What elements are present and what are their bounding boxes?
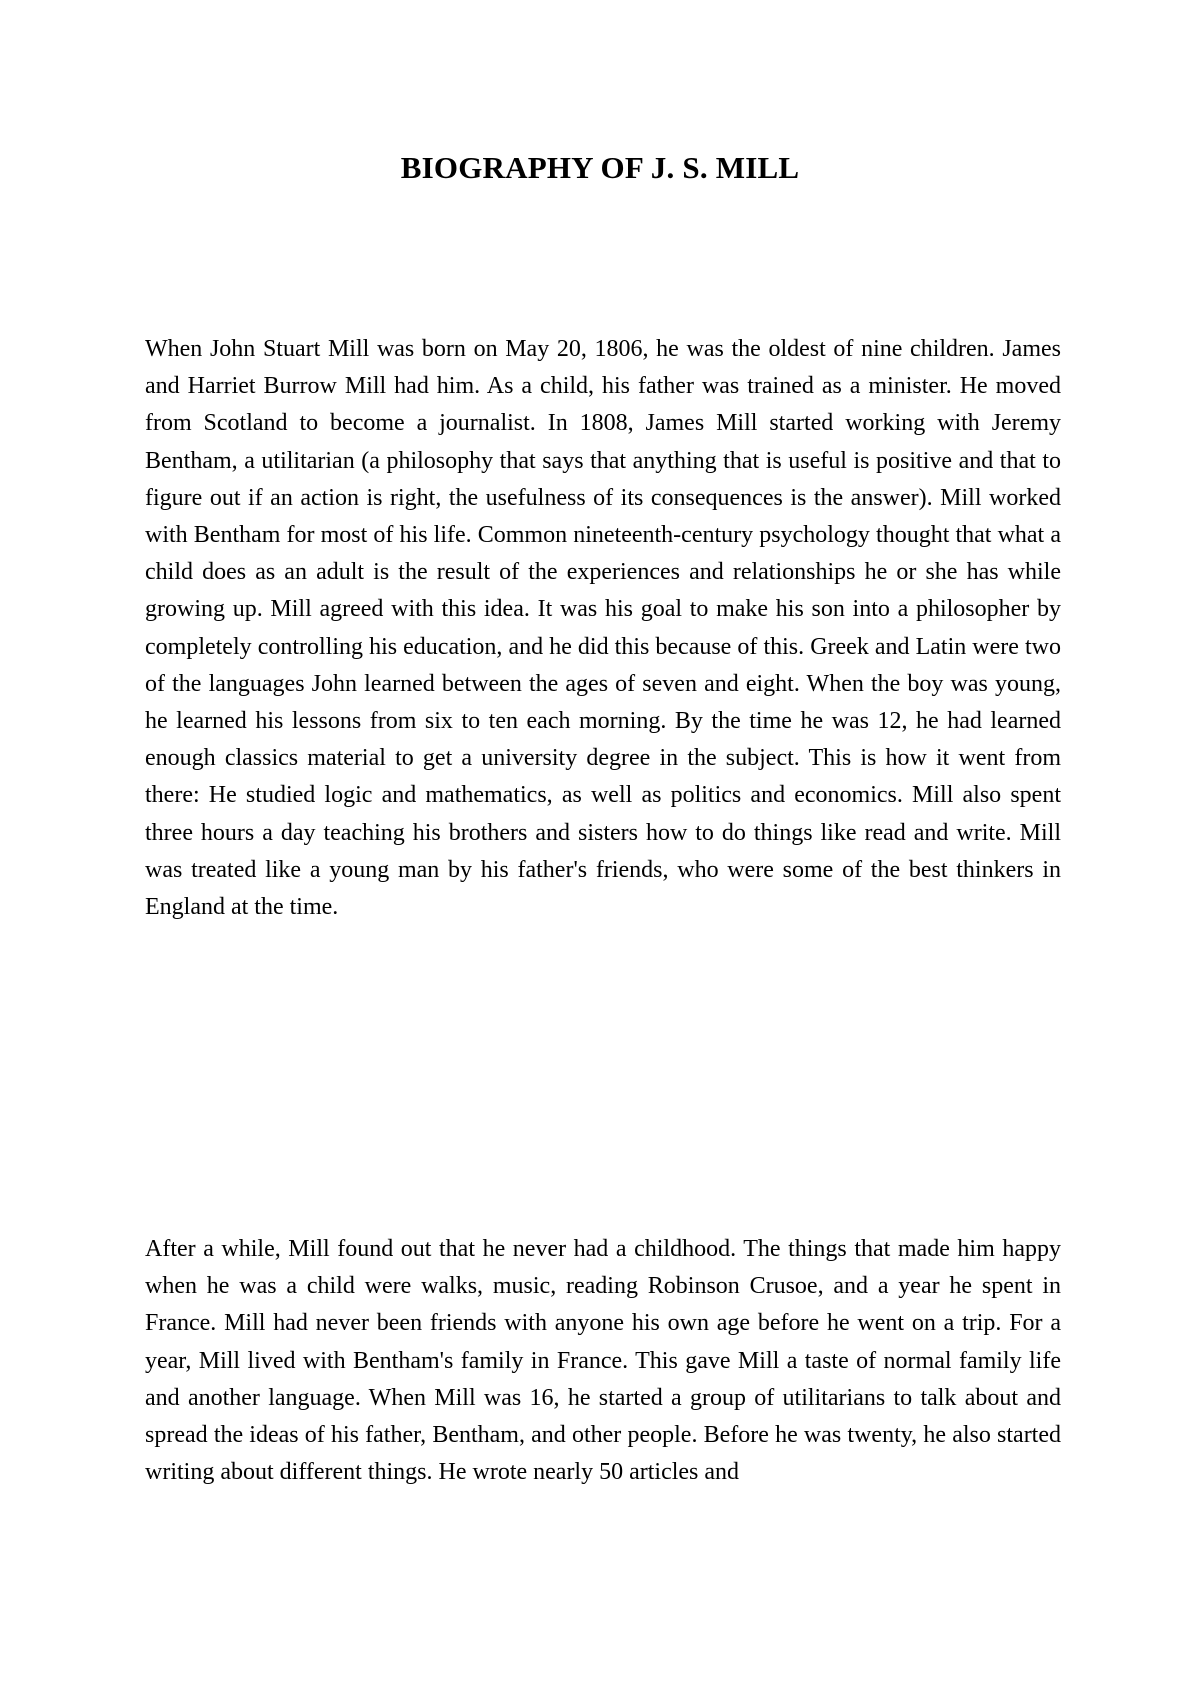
body-paragraph-2: After a while, Mill found out that he never had a childhood. The things that made him happy when he was a child were walks, music, reading Robinson Crusoe, and a year he spent in France. Mill had never been friends with anyone his own age before he went on a trip. For a year, Mill lived with Bentham's family in France. This gave Mill a taste of normal family life and another language. When Mill was 16, he started a group of utilitarians to talk about and spread the ideas of his father, Bentham, and other people. Before he was twenty, he also started writing about different things. He wrote nearly 50 articles and — [145, 1236, 1061, 1486]
document-title: BIOGRAPHY OF J. S. MILL — [400, 150, 800, 185]
body-paragraph-1: When John Stuart Mill was born on May 20, 1806, he was the oldest of nine children. James and Harriet Burrow Mill had him. As a child, his father was trained as a minister. He moved from Scotland to become a journalist. In 1808, James Mill started working with Jeremy Bentham, a utilitarian (a philosophy that says that anything that is useful is positive and that to figure out if an action is right, the usefulness of its consequences is the answer). Mill worked with Bentham for most of his life. Common nineteenth-century psychology thought that what a child does as an adult is the result of the experiences and relationships he or she has while growing up. Mill agreed with this idea. It was his goal to make his son into a philosopher by completely controlling his education, and he did this because of this. Greek and Latin were two of the languages John learned between the ages of seven and eight. When the boy was young, he learned his lessons from six to ten each morning. By the time he was 12, he had learned enough classics material to get a university degree in the subject. This is how it went from there: He studied logic and mathematics, as well as politics and economics. Mill also spent three hours a day teaching his brothers and sisters how to do things like read and write. Mill was treated like a young man by his father's friends, who were some of the best thinkers in England at the time. — [145, 336, 1061, 921]
